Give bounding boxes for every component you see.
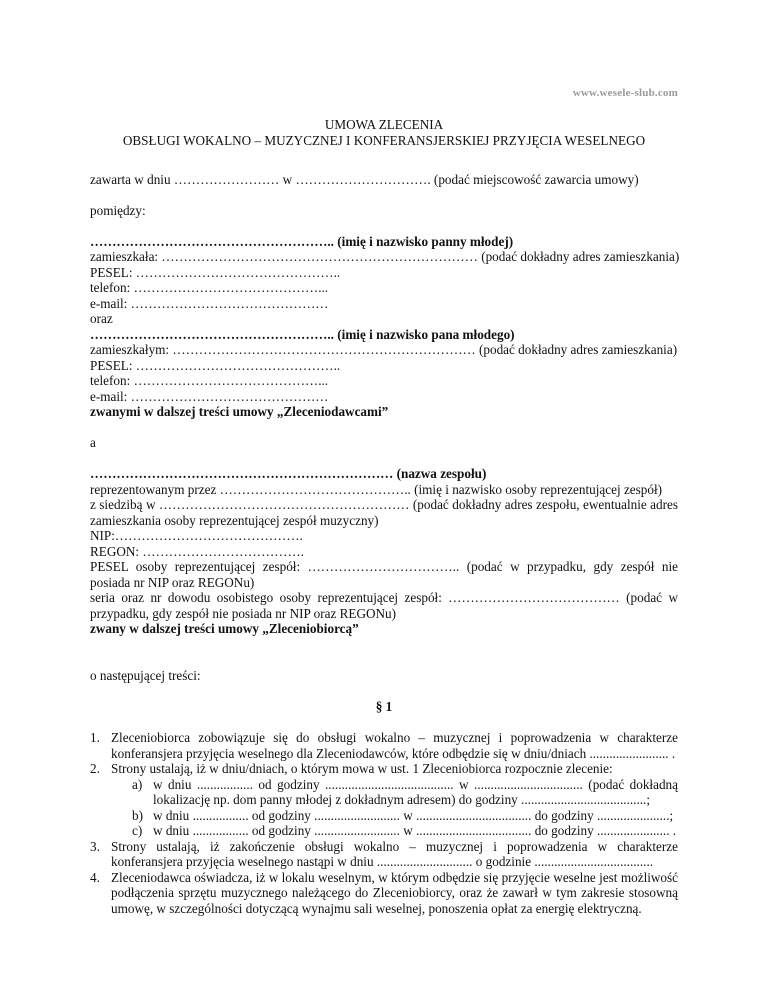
band-represented: reprezentowanym przez …………………………………….. (imię i nazwisko osoby reprezentującej zespół) <box>90 482 663 497</box>
band-regon: REGON: ………………………………. <box>90 544 304 559</box>
concluded-line: zawarta w dniu …………………… w …………………………. (podać miejscowość zawarcia umowy) <box>90 172 639 187</box>
clients-named: zwanymi w dalszej treści umowy „Zleceniodawcami” <box>90 404 389 419</box>
item-number: 1. <box>90 730 100 745</box>
section-heading: § 1 <box>375 699 393 714</box>
sub-item <box>90 808 678 824</box>
list-item <box>90 870 678 917</box>
list-item <box>90 839 678 870</box>
between-line: pomiędzy: <box>90 203 146 218</box>
document-title <box>90 117 678 148</box>
watermark: www.wesele-slub.com <box>572 87 678 99</box>
groom-name: ……………………………………………….. (imię i nazwisko pana młodego) <box>90 327 515 342</box>
sub-item-text: w dniu ................. od godziny .......................... w ................................... do godziny ...................... . <box>153 823 677 838</box>
a-word: a <box>90 435 96 450</box>
and-word: oraz <box>90 311 113 326</box>
item-text: Zleceniodawca oświadcza, iż w lokalu weselnym, w którym odbędzie się przyjęcie weselne jest możliwość podłączenia sprzętu muzycznego należącego do Zleceniobiorcy, oraz że zawarł w tym zakresie stosowną umowę, w szczególności dotyczącą wynajmu sali weselnej, ponoszenia opłat za energię elektryczną. <box>111 869 678 916</box>
sub-item-text: w dniu ................. od godziny .......................... w ................................... do godziny ......................; <box>153 807 674 823</box>
sub-item <box>90 777 678 808</box>
band-name: …………………………………………………………… (nazwa zespołu) <box>90 466 487 481</box>
band-id-card: seria oraz nr dowodu osobistego osoby reprezentującej zespół: ………………………………… (podać w przypadku, gdy zespół nie posiada nr NIP oraz REGONu) <box>90 590 678 621</box>
title-line-2: OBSŁUGI WOKALNO – MUZYCZNEJ I KONFERANSJERSKIEJ PRZYJĘCIA WESELNEGO <box>122 132 646 148</box>
following-line: o następującej treści: <box>90 668 201 683</box>
groom-email: e-mail: ……………………………………… <box>90 389 329 404</box>
band-seat: z siedzibą w ………………………………………………… (podać dokładny adres zespołu, ewentualnie adres zamieszkania osoby reprezentującej zespół muzyczny) <box>90 497 678 528</box>
title-line-1: UMOWA ZLECENIA <box>324 117 444 132</box>
band-nip: NIP:……………………………………. <box>90 528 303 543</box>
groom-address: zamieszkałym: …………………………………………………………… (podać dokładny adres zamieszkania) <box>90 342 678 357</box>
bride-phone: telefon: ……………………………………... <box>90 280 329 295</box>
item-text: Strony ustalają, iż w dniu/dniach, o którym mowa w ust. 1 Zleceniobiorca rozpocznie zlecenie: <box>111 761 613 776</box>
bride-address: zamieszkała: ……………………………………………………………… (podać dokładny adres zamieszkania) <box>90 249 680 264</box>
item-number: 3. <box>90 838 100 854</box>
sub-item-label: a) <box>132 776 143 792</box>
item-text: Zleceniobiorca zobowiązuje się do obsługi wokalno – muzycznej i poprowadzenia w charakterze konferansjera przyjęcia weselnego dla Zleceniodawców, które odbędzie się w dniu/dniach ........................ . <box>111 730 678 761</box>
list-item <box>90 730 678 761</box>
sub-item-label: b) <box>132 807 143 823</box>
item-text: Strony ustalają, iż zakończenie obsługi wokalno – muzycznej i poprowadzenia w charakterze konferansjera przyjęcia weselnego nastąpi w dniu ............................. o godzinie .................................... <box>111 838 678 869</box>
band-named: zwany w dalszej treści umowy „Zleceniobiorcą” <box>90 621 359 636</box>
sub-item-label: c) <box>132 823 143 838</box>
bride-name: ……………………………………………….. (imię i nazwisko panny młodej) <box>90 234 514 249</box>
groom-pesel: PESEL: ……………………………………….. <box>90 358 341 373</box>
item-number: 2. <box>90 761 100 776</box>
list-item <box>90 761 678 777</box>
item-number: 4. <box>90 869 100 885</box>
groom-phone: telefon: ……………………………………... <box>90 373 329 388</box>
bride-email: e-mail: ……………………………………… <box>90 296 329 311</box>
bride-pesel: PESEL: ……………………………………….. <box>90 265 341 280</box>
sub-item <box>90 823 678 839</box>
section-list <box>90 730 678 916</box>
sub-item-text: w dniu ................. od godziny ....................................... w ................................. (podać dokładną lokalizację np. dom panny młodej z dokładnym adresem) do godziny ......................................; <box>153 776 678 807</box>
band-pesel: PESEL osoby reprezentującej zespół: …………………………….. (podać w przypadku, gdy zespół nie posiada nr NIP oraz REGONu) <box>90 559 678 590</box>
